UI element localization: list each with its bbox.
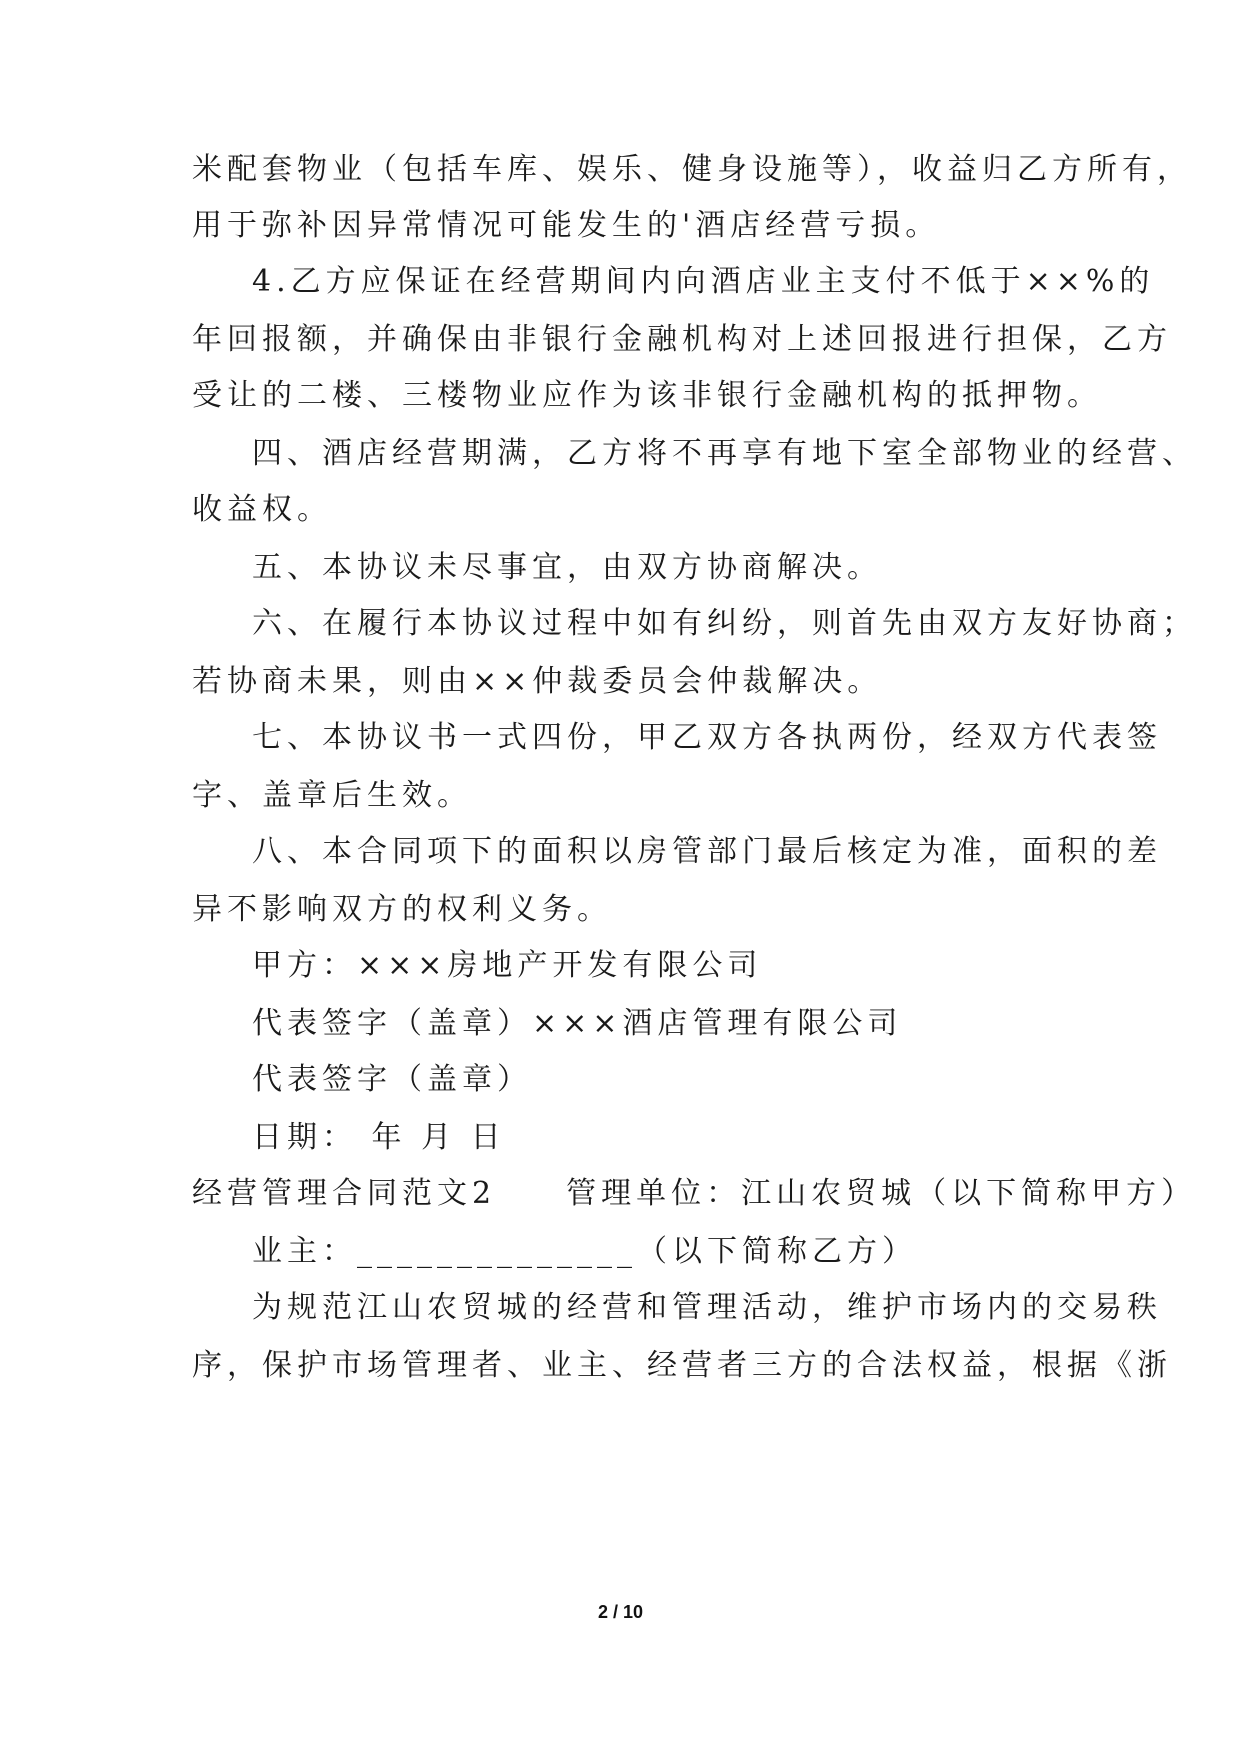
paragraph-line: 六、在履行本协议过程中如有纠纷，则首先由双方友好协商； [252, 606, 1197, 641]
section-heading: 经营管理合同范文2 管理单位：江山农贸城（以下简称甲方） [192, 1176, 1197, 1211]
paragraph-line: 四、酒店经营期满，乙方将不再享有地下室全部物业的经营、 [252, 436, 1197, 471]
paragraph-line: 用于弥补因异常情况可能发生的'酒店经营亏损。 [192, 208, 941, 243]
signature-line: 代表签字（盖章） [252, 1062, 532, 1097]
paragraph-line: 字、盖章后生效。 [192, 778, 472, 813]
paragraph-line: 为规范江山农贸城的经营和管理活动，维护市场内的交易秩 [252, 1290, 1162, 1325]
paragraph-line: 收益权。 [192, 492, 332, 527]
paragraph-line: 米配套物业（包括车库、娱乐、健身设施等），收益归乙方所有， [192, 152, 1192, 187]
signature-line: 代表签字（盖章）×××酒店管理有限公司 [252, 1006, 903, 1041]
paragraph-line: 若协商未果，则由××仲裁委员会仲裁解决。 [192, 664, 883, 699]
party-a-line: 甲方：×××房地产开发有限公司 [252, 948, 763, 983]
paragraph-line: 五、本协议未尽事宜，由双方协商解决。 [252, 550, 882, 585]
date-line: 日期： 年 月 日 [252, 1120, 506, 1155]
paragraph-line: 七、本协议书一式四份，甲乙双方各执两份，经双方代表签 [252, 720, 1162, 755]
paragraph-line: 4.乙方应保证在经营期间内向酒店业主支付不低于××%的 [252, 264, 1155, 299]
paragraph-line: 受让的二楼、三楼物业应作为该非银行金融机构的抵押物。 [192, 378, 1102, 413]
owner-line: 业主：______________（以下简称乙方） [252, 1234, 917, 1269]
page-number: 2 / 10 [597, 1602, 644, 1622]
paragraph-line: 异不影响双方的权利义务。 [192, 892, 612, 927]
paragraph-line: 年回报额，并确保由非银行金融机构对上述回报进行担保，乙方 [192, 322, 1172, 357]
paragraph-line: 八、本合同项下的面积以房管部门最后核定为准，面积的差 [252, 834, 1162, 869]
paragraph-line: 序，保护市场管理者、业主、经营者三方的合法权益，根据《浙 [192, 1348, 1172, 1383]
